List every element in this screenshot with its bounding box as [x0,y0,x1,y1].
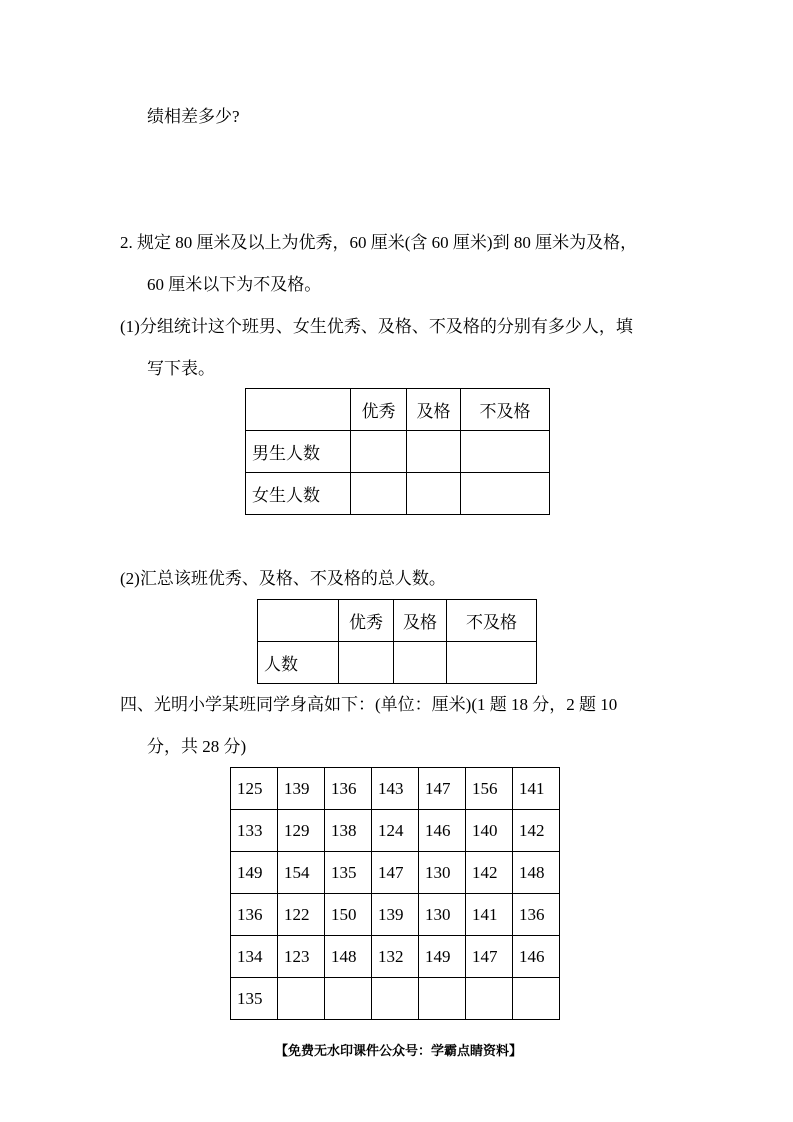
table-row [231,810,560,852]
height-value-cell [325,978,372,1020]
height-value-cell: 141 [466,894,513,936]
height-value-cell: 124 [372,810,419,852]
height-value-cell: 136 [231,894,278,936]
height-value-cell: 142 [466,852,513,894]
height-value-cell: 135 [325,852,372,894]
table-row [231,852,560,894]
height-value-cell: 143 [372,768,419,810]
blank-answer-cell[interactable] [394,642,447,684]
section-4-heading-cont: 分，共 28 分) [147,737,247,756]
table-header-cell: 优秀 [351,389,407,431]
height-value-cell: 136 [513,894,560,936]
row-label-cell: 男生人数 [246,431,351,473]
height-value-cell: 148 [513,852,560,894]
height-value-cell: 140 [466,810,513,852]
height-value-cell: 129 [278,810,325,852]
height-value-cell: 156 [466,768,513,810]
height-value-cell [466,978,513,1020]
table-header-cell [258,600,339,642]
total-grade-table [257,599,537,684]
blank-answer-cell[interactable] [447,642,537,684]
table-row [231,894,560,936]
table-header-cell: 及格 [394,600,447,642]
height-value-cell: 146 [419,810,466,852]
height-value-cell: 130 [419,852,466,894]
height-value-cell: 142 [513,810,560,852]
blank-answer-cell[interactable] [407,431,461,473]
blank-answer-cell[interactable] [407,473,461,515]
table-row [258,642,537,684]
height-value-cell: 147 [372,852,419,894]
height-value-cell: 139 [278,768,325,810]
section-4-heading: 四、光明小学某班同学身高如下：(单位：厘米)(1 题 18 分，2 题 10 [120,695,618,714]
height-value-cell: 135 [231,978,278,1020]
subquestion-1-text: (1)分组统计这个班男、女生优秀、及格、不及格的分别有多少人，填 [120,317,633,336]
gender-grade-table [245,388,550,515]
height-value-cell: 130 [419,894,466,936]
height-value-cell: 134 [231,936,278,978]
row-label-cell: 人数 [258,642,339,684]
height-value-cell: 138 [325,810,372,852]
height-value-cell [513,978,560,1020]
height-value-cell: 149 [231,852,278,894]
height-value-cell: 141 [513,768,560,810]
height-value-cell: 123 [278,936,325,978]
height-value-cell [278,978,325,1020]
subquestion-1-text-cont: 写下表。 [147,359,215,378]
table-row [258,600,537,642]
height-value-cell: 148 [325,936,372,978]
height-value-cell: 132 [372,936,419,978]
blank-answer-cell[interactable] [351,473,407,515]
footer-note: 【免费无水印课件公众号：学霸点睛资料】 [275,1044,523,1059]
table-header-cell: 不及格 [461,389,550,431]
height-value-cell: 139 [372,894,419,936]
table-row [246,389,550,431]
height-value-cell: 125 [231,768,278,810]
question-2-text: 2. 规定 80 厘米及以上为优秀，60 厘米(含 60 厘米)到 80 厘米为及格， [120,233,638,252]
question-2-text-cont: 60 厘米以下为不及格。 [147,275,322,294]
table-row [231,768,560,810]
height-value-cell: 147 [466,936,513,978]
blank-answer-cell[interactable] [461,431,550,473]
height-value-cell: 149 [419,936,466,978]
question-continuation: 绩相差多少? [147,107,240,126]
subquestion-2-text: (2)汇总该班优秀、及格、不及格的总人数。 [120,569,446,588]
height-value-cell [419,978,466,1020]
height-value-cell: 154 [278,852,325,894]
table-header-cell: 及格 [407,389,461,431]
height-data-table [230,767,560,1020]
height-value-cell: 147 [419,768,466,810]
table-header-cell: 不及格 [447,600,537,642]
table-header-cell: 优秀 [339,600,394,642]
height-value-cell: 133 [231,810,278,852]
table-row [246,431,550,473]
height-value-cell: 136 [325,768,372,810]
table-header-cell [246,389,351,431]
table-row [231,978,560,1020]
table-row [246,473,550,515]
blank-answer-cell[interactable] [339,642,394,684]
table-row [231,936,560,978]
height-value-cell: 122 [278,894,325,936]
row-label-cell: 女生人数 [246,473,351,515]
height-value-cell: 150 [325,894,372,936]
height-value-cell: 146 [513,936,560,978]
blank-answer-cell[interactable] [351,431,407,473]
blank-answer-cell[interactable] [461,473,550,515]
height-value-cell [372,978,419,1020]
